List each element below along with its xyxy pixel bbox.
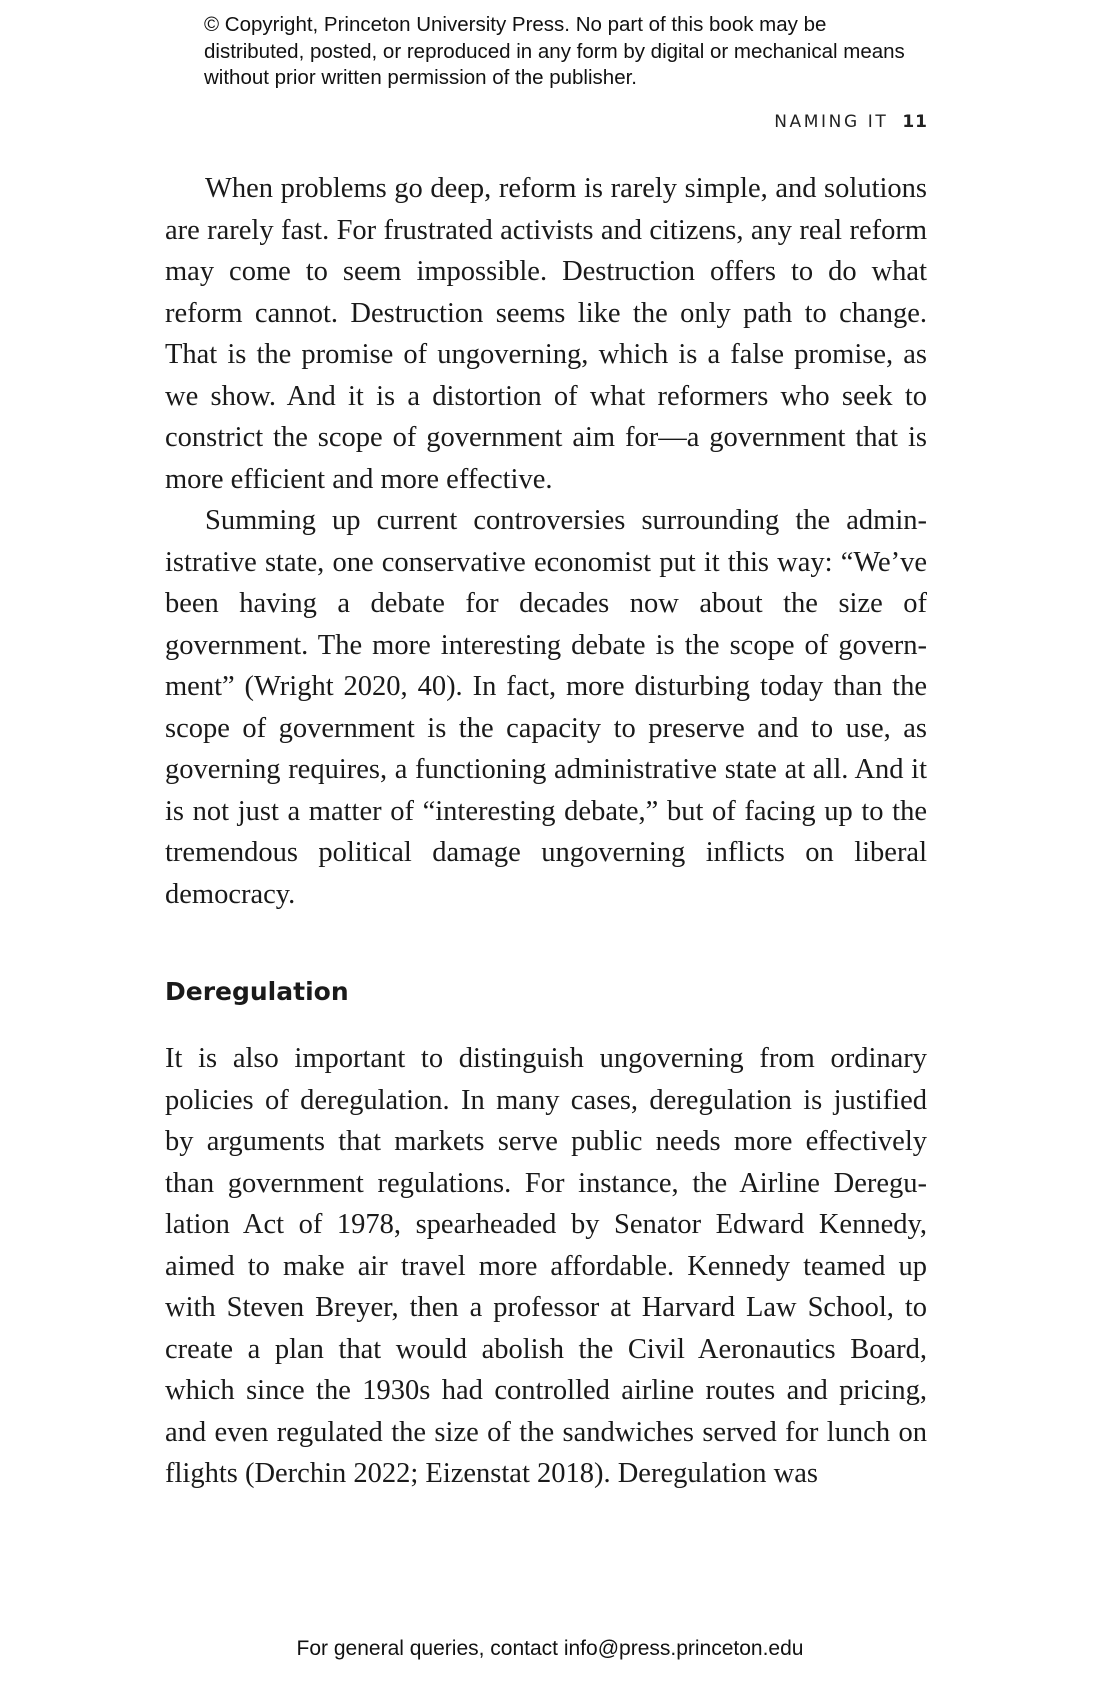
running-head-title: NAMING IT [774, 112, 889, 132]
paragraph: Summing up current controversies surrounding the administrative state, one conservative economist put it this way: “We’ve been having a debate for decades now about the size of government. The more interesting debate is the scope of government” (Wright 2020, 40). In fact, more disturbing today than the scope of government is the capacity to preserve and to use, as governing requires, a functioning administrative state at all. And it is not just a matter of “interesting debate,” but of facing up to the tremendous political damage ungoverning inflicts on liberal democracy. [165, 505, 927, 910]
footer-contact: For general queries, contact info@press.princeton.edu [296, 1637, 804, 1660]
running-head [774, 112, 928, 132]
body-text-after-section [165, 1038, 927, 1495]
paragraph: It is also important to distinguish ungoverning from ordinary policies of deregulation. In many cases, deregulation is justified by arguments that markets serve public needs more effectively than government regulations. For instance, the Airline Deregulation Act of 1978, spearheaded by Senator Edward Kennedy, aimed to make air travel more affordable. Kennedy teamed up with Steven Breyer, then a professor at Harvard Law School, to create a plan that would abolish the Civil Aeronautics Board, which since the 1930s had controlled airline routes and pricing, and even regulated the size of the sandwiches served for lunch on flights (Derchin 2022; Eizenstat 2018). Deregulation was [165, 1043, 927, 1489]
section-heading: Deregulation [165, 977, 349, 1006]
body-text-before-section [165, 168, 927, 915]
paragraph: When problems go deep, reform is rarely simple, and solutions are rarely fast. For frustrated activists and citizens, any real reform may come to seem impossible. Destruction offers to do what reform cannot. Destruction seems like the only path to change. That is the promise of ungoverning, which is a false promise, as we show. And it is a distortion of what reformers who seek to constrict the scope of government aim for—a government that is more efficient and more effective. [165, 173, 927, 495]
page-number: 11 [902, 112, 928, 132]
copyright-notice: © Copyright, Princeton University Press. No part of this book may be distributed, posted, or reproduced in any form by digital or mechanical means without prior written permission of the publisher. [204, 13, 905, 89]
